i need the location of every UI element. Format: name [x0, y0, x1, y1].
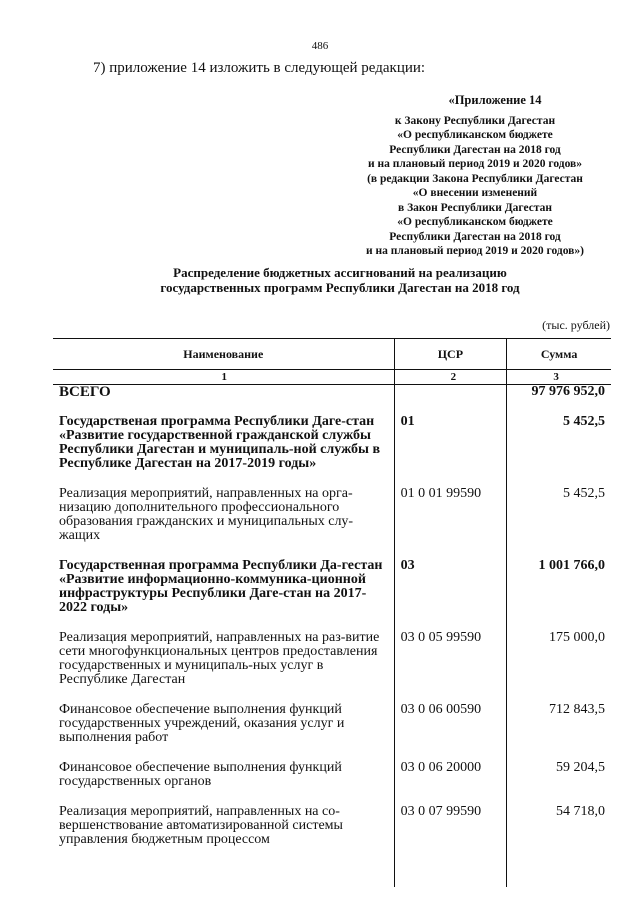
row-name: Финансовое обеспечение выполнения функций государственных учреждений, оказания услуг и выполнения работ: [53, 703, 394, 745]
column-number: 3: [507, 370, 611, 385]
row-name: Финансовое обеспечение выполнения функций государственных органов: [53, 761, 394, 789]
table-row: [53, 631, 611, 687]
row-amount: 175 000,0: [549, 630, 605, 645]
table-header-row: [53, 339, 611, 370]
table-row: [53, 761, 611, 789]
row-code: 01 0 01 99590: [394, 487, 507, 543]
row-code: 03 0 06 00590: [394, 703, 507, 745]
row-name: Государственая программа Республики Даге-стан «Развитие государственной гражданской службы Республики Дагестан и муниципаль-ной службы в Республике Дагестан на 2017-2019 годы»: [53, 415, 394, 471]
header-name: Наименование: [53, 339, 394, 370]
appendix-header: [320, 93, 630, 259]
column-number: 1: [53, 370, 394, 385]
intro-text: 7) приложение 14 изложить в следующей редакции:: [93, 60, 426, 76]
document-title: [60, 265, 620, 295]
row-name: Государственная программа Республики Да-гестан «Развитие информационно-коммуника-ционной инфраструктуры Республики Даге-стан на 2017- 2022 годы»: [53, 559, 394, 615]
units-label: (тыс. рублей): [542, 318, 610, 332]
row-code: 03 0 05 99590: [394, 631, 507, 687]
appendix-line: и на плановый период 2019 и 2020 годов»: [367, 158, 583, 170]
row-amount: 5 452,5: [563, 414, 605, 429]
table-row: [53, 559, 611, 615]
column-number: 2: [394, 370, 507, 385]
row-code: 01: [394, 415, 507, 471]
row-amount: 54 718,0: [556, 804, 605, 819]
appendix-line: Республики Дагестан на 2018 год: [389, 230, 561, 243]
total-row: [53, 385, 611, 416]
row-name: Реализация мероприятий, направленных на орга-низацию дополнительного профессионального образования гражданских и муниципальных слу-жащих: [53, 487, 394, 543]
appendix-line: к Закону Республики Дагестан: [394, 114, 556, 127]
appendix-title: «Приложение 14: [448, 93, 542, 107]
page-number: 486: [311, 40, 329, 52]
appendix-line: в Закон Республики Дагестан: [398, 201, 552, 214]
budget-table: [53, 338, 611, 887]
row-amount: 712 843,5: [549, 702, 605, 717]
appendix-line: «О внесении изменений: [412, 187, 538, 199]
document-title-line: Распределение бюджетных ассигнований на реализацию: [173, 265, 507, 280]
row-amount: 5 452,5: [563, 486, 605, 501]
table-row: [53, 805, 611, 847]
appendix-line: и на плановый период 2019 и 2020 годов»): [366, 245, 584, 257]
row-name: Реализация мероприятий, направленных на со-вершенствование автоматизированной системы управления бюджетным процессом: [53, 805, 394, 847]
total-amount: 97 976 952,0: [531, 384, 605, 399]
table-row: [53, 487, 611, 543]
row-amount: 1 001 766,0: [538, 558, 605, 573]
appendix-line: «О республиканском бюджете: [397, 216, 553, 228]
table-row: [53, 703, 611, 745]
table-row: [53, 415, 611, 471]
appendix-line: (в редакции Закона Республики Дагестан: [367, 172, 583, 185]
appendix-line: «О республиканском бюджете: [397, 129, 553, 141]
column-number-row: [53, 370, 611, 385]
header-amount: Сумма: [507, 339, 611, 370]
header-code: ЦСР: [394, 339, 507, 370]
row-code: 03: [394, 559, 507, 615]
total-label: ВСЕГО: [53, 385, 394, 416]
row-code: 03 0 06 20000: [394, 761, 507, 789]
row-amount: 59 204,5: [556, 760, 605, 775]
document-title-line: государственных программ Республики Дагестан на 2018 год: [160, 280, 520, 295]
appendix-line: Республики Дагестан на 2018 год: [389, 143, 561, 156]
row-code: 03 0 07 99590: [394, 805, 507, 847]
row-name: Реализация мероприятий, направленных на раз-витие сети многофункциональных центров предоставления государственных и муниципаль-ных услуг в Республике Дагестан: [53, 631, 394, 687]
